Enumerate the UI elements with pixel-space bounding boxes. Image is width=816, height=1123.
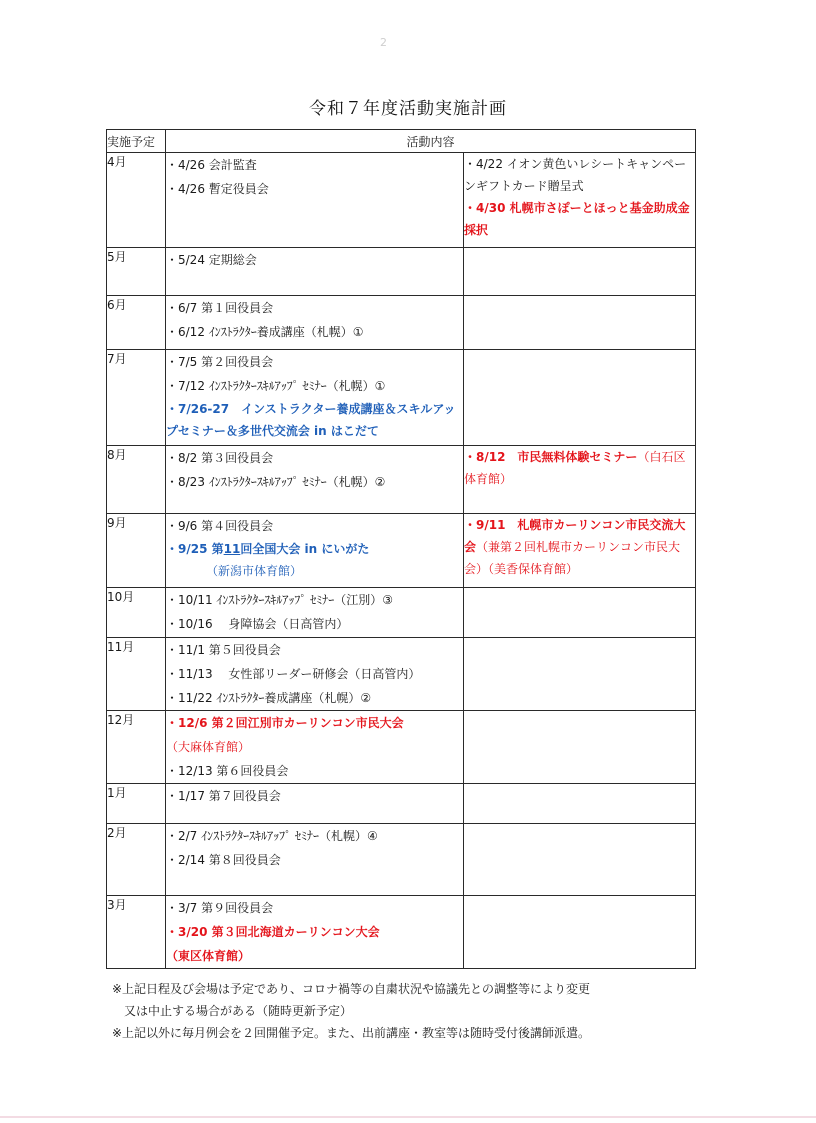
footnote: 又は中止する場合がある（随時更新予定）: [112, 1004, 353, 1018]
activity-item: ・4/22 イオン黄色いレシートキャンペーンギフトカード贈呈式: [464, 157, 687, 193]
footnotes: [112, 978, 702, 1044]
activity-item: ・7/12 ｲﾝｽﾄﾗｸﾀｰｽｷﾙｱｯﾌﾟ ｾﾐﾅｰ（札幌）①: [166, 379, 386, 393]
activity-item-highlight: ・8/12 市民無料体験セミナー: [464, 450, 638, 464]
activity-item: ・10/11 ｲﾝｽﾄﾗｸﾀｰｽｷﾙｱｯﾌﾟ ｾﾐﾅｰ（江別）③: [166, 593, 393, 607]
activity-item: ・2/7 ｲﾝｽﾄﾗｸﾀｰｽｷﾙｱｯﾌﾟ ｾﾐﾅｰ（札幌）④: [166, 829, 378, 843]
month-cell: 8月: [107, 446, 166, 514]
activity-item: ・1/17 第７回役員会: [166, 789, 281, 803]
activity-cell-left: [166, 588, 464, 638]
activity-venue: （大麻体育館）: [166, 740, 251, 754]
activity-item-highlight: ・3/20 第３回北海道カーリンコン大会: [166, 925, 380, 939]
activity-cell-left: [166, 153, 464, 248]
activity-cell-right: [464, 638, 696, 711]
month-cell: 3月: [107, 896, 166, 969]
activity-text: 回全国大会 in にいがた: [240, 542, 370, 556]
activity-cell-left: [166, 514, 464, 588]
activity-item: ・5/24 定期総会: [166, 253, 257, 267]
activity-item: [464, 514, 695, 580]
activity-venue: （白石区体育館）: [464, 450, 686, 486]
activity-cell-right: [464, 514, 696, 588]
table-row: [107, 784, 696, 824]
activity-cell-right: [464, 711, 696, 784]
activity-cell-right: [464, 824, 696, 896]
activity-cell-left: [166, 248, 464, 296]
footnote: ※上記日程及び会場は予定であり、コロナ禍等の自粛状況や協議先との調整等により変更: [112, 982, 591, 996]
activity-number: 11: [223, 542, 241, 556]
month-cell: 6月: [107, 296, 166, 350]
table-row: [107, 446, 696, 514]
activity-cell-right: [464, 446, 696, 514]
table-row: [107, 514, 696, 588]
activity-item: ・4/26 会計監査: [166, 158, 257, 172]
month-cell: 4月: [107, 153, 166, 248]
activity-cell-right: [464, 248, 696, 296]
activity-cell-left: [166, 638, 464, 711]
activity-item: ・11/1 第５回役員会: [166, 643, 281, 657]
activity-item: ・9/6 第４回役員会: [166, 519, 274, 533]
activity-venue: （東区体育館）: [166, 949, 251, 963]
activity-cell-right: [464, 588, 696, 638]
activity-item-highlight: ・12/6 第２回江別市カーリンコン市民大会: [166, 716, 404, 730]
activity-item: ・2/14 第８回役員会: [166, 853, 281, 867]
table-row: [107, 896, 696, 969]
activity-item: ・8/2 第３回役員会: [166, 451, 274, 465]
activity-cell-right: [464, 784, 696, 824]
activity-item: ・11/13 女性部リーダー研修会（日高管内）: [166, 667, 421, 681]
table-row: [107, 248, 696, 296]
footnote: ※上記以外に毎月例会を２回開催予定。また、出前講座・教室等は随時受付後講師派遣。: [112, 1026, 591, 1040]
activity-venue: （新潟市体育館）: [206, 564, 303, 578]
activity-item: ・6/7 第１回役員会: [166, 301, 274, 315]
activity-item: ・10/16 身障協会（日高管内）: [166, 617, 349, 631]
activity-item: [464, 446, 695, 490]
table-row: [107, 824, 696, 896]
activity-item: ・11/22 ｲﾝｽﾄﾗｸﾀｰ養成講座（札幌）②: [166, 691, 372, 705]
month-cell: 11月: [107, 638, 166, 711]
page-edge-divider: [0, 1116, 816, 1118]
table-row: [107, 296, 696, 350]
page-title: 令和７年度活動実施計画: [309, 99, 507, 119]
activity-item: ・3/7 第９回役員会: [166, 901, 274, 915]
table-row: [107, 153, 696, 248]
activity-venue: （兼第２回札幌市カーリンコン市民大会）（美香保体育館）: [464, 540, 681, 576]
activity-text: ・9/25 第: [166, 542, 224, 556]
activity-item-highlight: ・4/30 札幌市さぽーとほっと基金助成金採択: [464, 201, 690, 237]
activity-item: ・12/13 第６回役員会: [166, 764, 289, 778]
month-cell: 2月: [107, 824, 166, 896]
activity-item-highlight: ・7/26-27 インストラクター養成講座＆スキルアップセミナー＆多世代交流会 in はこだて: [166, 402, 456, 438]
activity-item: ・8/23 ｲﾝｽﾄﾗｸﾀｰｽｷﾙｱｯﾌﾟ ｾﾐﾅｰ（札幌）②: [166, 475, 386, 489]
activity-cell-left: [166, 896, 464, 969]
activity-cell-right: [464, 350, 696, 446]
month-cell: 12月: [107, 711, 166, 784]
table-header-row: [107, 130, 696, 153]
activity-cell-left: [166, 824, 464, 896]
activity-item: ・6/12 ｲﾝｽﾄﾗｸﾀｰ養成講座（札幌）①: [166, 325, 364, 339]
header-month: 実施予定: [107, 130, 166, 153]
table-row: [107, 711, 696, 784]
table-row: [107, 350, 696, 446]
activity-cell-left: [166, 350, 464, 446]
activity-item: ・4/26 暫定役員会: [166, 182, 269, 196]
page-number: 2: [380, 36, 387, 49]
activity-cell-right: [464, 296, 696, 350]
table-row: [107, 588, 696, 638]
month-cell: 1月: [107, 784, 166, 824]
month-cell: 10月: [107, 588, 166, 638]
activity-cell-right: [464, 153, 696, 248]
month-cell: 9月: [107, 514, 166, 588]
activity-cell-right: [464, 896, 696, 969]
activity-item-highlight: [166, 538, 463, 560]
header-content: 活動内容: [166, 130, 696, 153]
activity-plan-table: [106, 129, 696, 969]
activity-item: ・7/5 第２回役員会: [166, 355, 274, 369]
table-row: [107, 638, 696, 711]
month-cell: 5月: [107, 248, 166, 296]
month-cell: 7月: [107, 350, 166, 446]
activity-cell-left: [166, 784, 464, 824]
activity-item-highlight: ・9/11 札幌市カーリンコン市民交流大会: [464, 518, 686, 554]
activity-cell-left: [166, 711, 464, 784]
activity-cell-left: [166, 296, 464, 350]
activity-cell-left: [166, 446, 464, 514]
